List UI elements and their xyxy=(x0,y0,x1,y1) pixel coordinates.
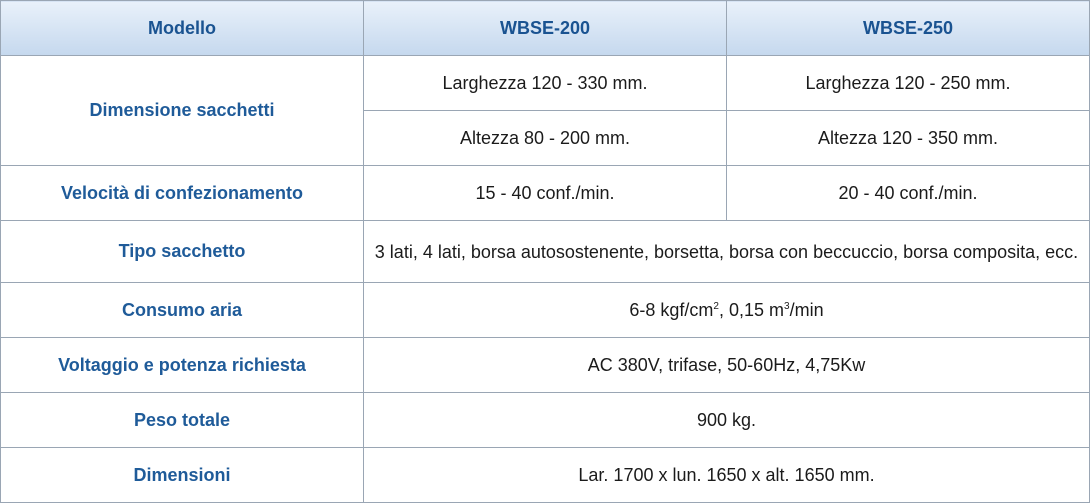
table-row xyxy=(1,56,1090,111)
table-row xyxy=(1,448,1090,503)
table-row xyxy=(1,338,1090,393)
row-label-bag-type: Tipo sacchetto xyxy=(1,221,364,283)
table-row xyxy=(1,221,1090,283)
air-superscript-2: 2 xyxy=(713,301,719,312)
cell-weight: 900 kg. xyxy=(364,393,1090,448)
row-label-weight: Peso totale xyxy=(1,393,364,448)
row-label-bag-size: Dimensione sacchetti xyxy=(1,56,364,166)
cell-width-wbse-200: Larghezza 120 - 330 mm. xyxy=(364,56,727,111)
cell-speed-wbse-250: 20 - 40 conf./min. xyxy=(727,166,1090,221)
cell-width-wbse-250: Larghezza 120 - 250 mm. xyxy=(727,56,1090,111)
cell-height-wbse-250: Altezza 120 - 350 mm. xyxy=(727,111,1090,166)
row-label-speed: Velocità di confezionamento xyxy=(1,166,364,221)
cell-speed-wbse-200: 15 - 40 conf./min. xyxy=(364,166,727,221)
air-value-part-3: /min xyxy=(789,300,824,320)
cell-dimensions: Lar. 1700 x lun. 1650 x alt. 1650 mm. xyxy=(364,448,1090,503)
table-body xyxy=(1,56,1090,503)
row-label-dimensions: Dimensioni xyxy=(1,448,364,503)
table-row xyxy=(1,166,1090,221)
cell-height-wbse-200: Altezza 80 - 200 mm. xyxy=(364,111,727,166)
header-model-wbse-250: WBSE-250 xyxy=(727,1,1090,56)
table-row xyxy=(1,283,1090,338)
table-row xyxy=(1,393,1090,448)
cell-air xyxy=(364,283,1090,338)
cell-voltage: AC 380V, trifase, 50-60Hz, 4,75Kw xyxy=(364,338,1090,393)
row-label-voltage: Voltaggio e potenza richiesta xyxy=(1,338,364,393)
header-row xyxy=(1,1,1090,56)
header-model-wbse-200: WBSE-200 xyxy=(364,1,727,56)
header-model-label: Modello xyxy=(1,1,364,56)
air-value-part-1: 6-8 kgf/cm xyxy=(629,300,714,320)
air-value-part-2: , 0,15 m xyxy=(718,300,785,320)
table-header xyxy=(1,1,1090,56)
air-superscript-3: 3 xyxy=(784,301,790,312)
cell-bag-type: 3 lati, 4 lati, borsa autosostenente, borsetta, borsa con beccuccio, borsa composita, ecc. xyxy=(364,221,1090,283)
row-label-air: Consumo aria xyxy=(1,283,364,338)
